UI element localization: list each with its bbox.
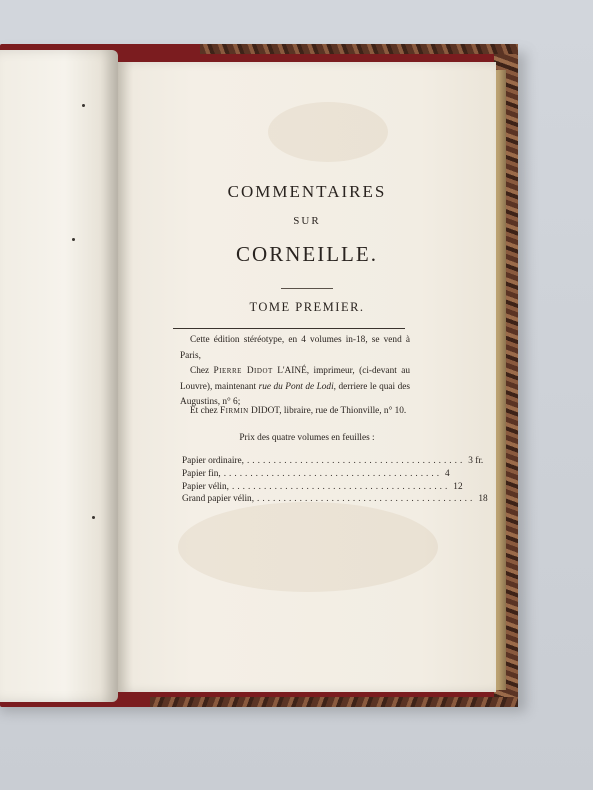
imprint-text: , derriere le quai des Augustins, n° 6; (180, 381, 410, 407)
paper-stain (268, 102, 388, 162)
short-rule (281, 288, 333, 289)
marbled-bottom-edge (150, 697, 518, 707)
price-row (182, 481, 463, 494)
price-label: Papier ordinaire, (182, 456, 244, 466)
paper-stain (178, 502, 438, 592)
foxing-spot (72, 238, 75, 241)
price-value: 18 (478, 494, 488, 505)
price-label: Grand papier vélin, (182, 494, 255, 505)
leader-dots: ......................................... (223, 468, 443, 479)
price-row (182, 468, 450, 481)
imprint-text: L'AINÉ, imprimeur, (ci-devant au Louvre), maintenant (180, 366, 410, 392)
street-name: rue du Pont de Lodi (258, 381, 334, 392)
imprint-text: Chez (190, 366, 214, 376)
foxing-spot (82, 104, 85, 107)
imprint-text: DIDOT, libraire, rue de Thionville, n° 10. (248, 406, 407, 416)
price-value: 4 (445, 468, 450, 479)
price-row (182, 455, 484, 468)
title-sur: SUR (293, 215, 321, 227)
printer-name: Pierre Didot (213, 366, 273, 376)
price-heading: Prix des quatre volumes en feuilles : (239, 433, 375, 443)
title-corneille: CORNEILLE. (236, 242, 378, 266)
title-commentaires: COMMENTAIRES (227, 182, 387, 201)
marbled-top-edge (200, 44, 518, 54)
price-list (182, 455, 488, 506)
price-value: 3 fr. (468, 456, 484, 466)
imprint-text: Cette édition stéréotype, en 4 volumes in-18, se vend à Paris, (180, 335, 410, 361)
imprint-paragraph-1 (180, 333, 410, 364)
long-rule (173, 328, 405, 329)
imprint-text: Et chez (190, 406, 220, 416)
price-value: 12 (453, 481, 463, 492)
bookseller-name: Firmin (219, 406, 249, 416)
leader-dots: ......................................... (232, 481, 451, 492)
volume-label: TOME PREMIER. (249, 300, 365, 314)
imprint-paragraph-3 (180, 404, 410, 420)
price-label: Papier fin, (182, 468, 221, 479)
price-row (182, 493, 488, 506)
left-blank-page (0, 50, 118, 702)
leader-dots: ......................................... (246, 456, 466, 466)
price-label: Papier vélin, (182, 481, 229, 492)
foxing-spot (92, 516, 95, 519)
title-page (118, 62, 496, 692)
leader-dots: ......................................... (257, 494, 476, 505)
